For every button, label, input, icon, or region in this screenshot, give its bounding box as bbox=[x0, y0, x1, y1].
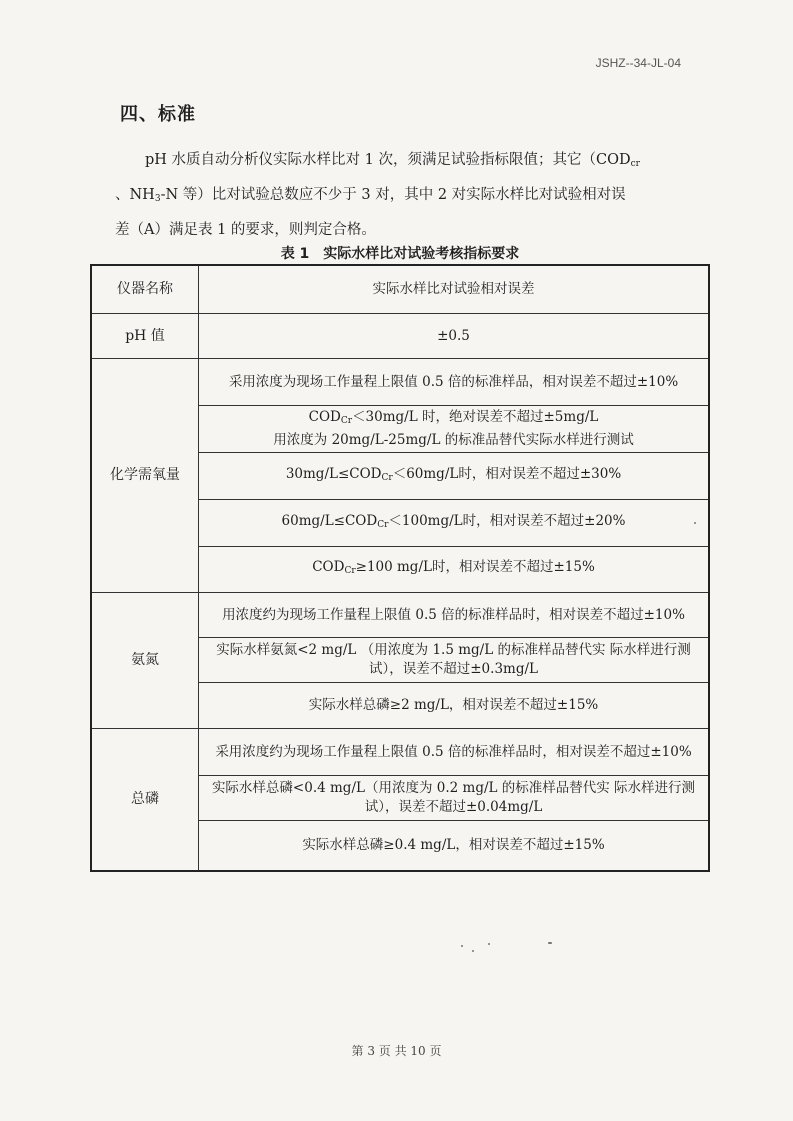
table-row-cod-1 bbox=[91, 359, 709, 406]
header-instrument-name: 仪器名称 bbox=[91, 265, 199, 314]
table-caption: 表 1 实际水样比对试验考核指标要求 bbox=[280, 246, 520, 262]
phosphorus-name-cell: 总磷 bbox=[91, 729, 199, 872]
cod-criterion-3: $30mg/L\le COD_{Cr}<60mg/L$时，相对误差不超过±30% bbox=[199, 453, 710, 500]
ammonia-name-cell: 氨氮 bbox=[91, 593, 199, 729]
intro-line-1: pH 水质自动分析仪实际水样比对 1 次，须满足试验指标限值；其它（$COD_{cr}$ bbox=[145, 152, 640, 169]
ph-name-cell: pH 值 bbox=[91, 314, 199, 359]
page-footer: 第 3 页 共 10 页 bbox=[351, 1044, 442, 1058]
scan-speck bbox=[548, 942, 552, 944]
ammonia-criterion-3: 实际水样总磷≥2 mg/L，相对误差不超过±15% bbox=[199, 683, 710, 729]
requirements-table bbox=[90, 264, 710, 872]
cod-criterion-5: $COD_{Cr}\ge 100$ mg/L时，相对误差不超过±15% bbox=[199, 547, 710, 593]
section-heading: 四、标准 bbox=[120, 104, 196, 125]
intro-paragraph bbox=[115, 145, 695, 246]
cod-criterion-2-line-1: $COD_{Cr}<30mg/L$ 时，绝对误差不超过±5mg/L bbox=[308, 409, 599, 426]
table-row-phosphorus-1 bbox=[91, 729, 709, 776]
cod-criterion-2-line-2: 用浓度为 20mg/L-25mg/L 的标准品替代实际水样进行测试 bbox=[273, 432, 634, 448]
intro-line-3: 差（A）满足表 1 的要求，则判定合格。 bbox=[115, 222, 376, 238]
table-row-ammonia-1 bbox=[91, 593, 709, 638]
table-row-ph bbox=[91, 314, 709, 359]
scan-speck bbox=[694, 522, 696, 524]
table-header-row bbox=[91, 265, 709, 314]
ph-value-cell: ±0.5 bbox=[199, 314, 710, 359]
cod-criterion-1: 采用浓度为现场工作量程上限值 0.5 倍的标准样品，相对误差不超过±10% bbox=[199, 359, 710, 406]
scan-speck bbox=[461, 945, 463, 947]
scan-speck bbox=[488, 943, 490, 945]
intro-line-2: 、$NH_3-N$ 等）比对试验总数应不少于 3 对，其中 2 对实际水样比对试验相对误 bbox=[115, 187, 626, 204]
scan-speck bbox=[472, 950, 474, 952]
cod-criterion-4: $60mg/L\le COD_{Cr}<100mg/L$时，相对误差不超过±20% bbox=[199, 500, 710, 547]
phosphorus-criterion-3: 实际水样总磷≥0.4 mg/L，相对误差不超过±15% bbox=[199, 821, 710, 872]
header-relative-error: 实际水样比对试验相对误差 bbox=[199, 265, 710, 314]
phosphorus-criterion-1: 采用浓度约为现场工作量程上限值 0.5 倍的标准样品时，相对误差不超过±10% bbox=[199, 729, 710, 776]
document-code: JSHZ--34-JL-04 bbox=[595, 56, 681, 70]
cod-criterion-2 bbox=[199, 406, 710, 453]
ammonia-criterion-2: 实际水样氨氮<2 mg/L （用浓度为 1.5 mg/L 的标准样品替代实 际水样进行测试），误差不超过±0.3mg/L bbox=[199, 638, 710, 683]
phosphorus-criterion-2: 实际水样总磷<0.4 mg/L（用浓度为 0.2 mg/L 的标准样品替代实 际水样进行测试），误差不超过±0.04mg/L bbox=[199, 776, 710, 821]
ammonia-criterion-1: 用浓度约为现场工作量程上限值 0.5 倍的标准样品时，相对误差不超过±10% bbox=[199, 593, 710, 638]
cod-name-cell: 化学需氧量 bbox=[91, 359, 199, 593]
